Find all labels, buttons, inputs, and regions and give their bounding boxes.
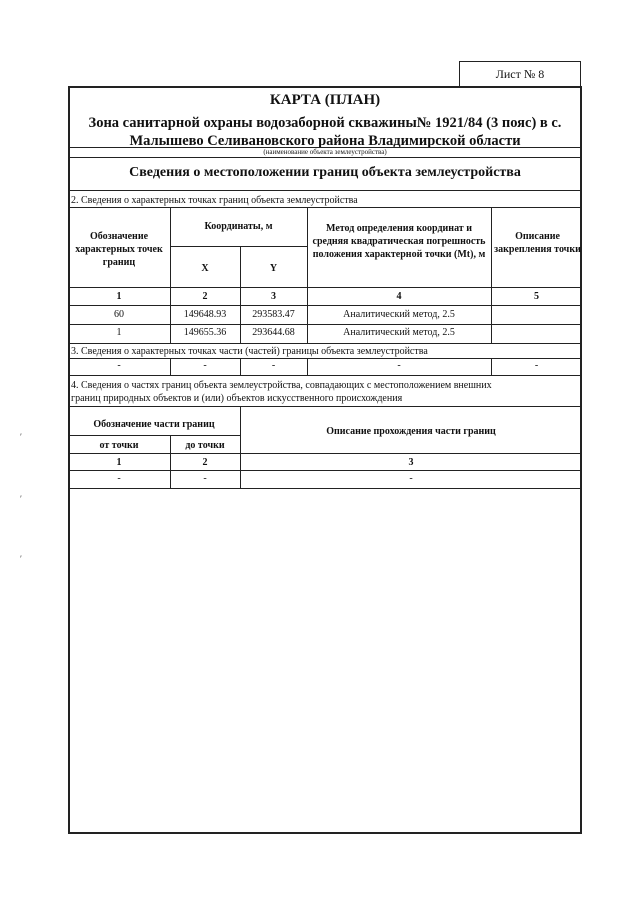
- divider: [68, 358, 582, 359]
- row1-y: 293583.47: [252, 309, 295, 320]
- row2-method: Аналитический метод, 2.5: [343, 327, 455, 338]
- row-divider: [68, 324, 582, 325]
- row2-point: 1: [116, 327, 122, 338]
- col-header-from: от точки: [99, 440, 139, 451]
- row-divider: [68, 305, 582, 306]
- subtitle-line-2: Малышево Селивановского района Владимирской области: [129, 133, 521, 149]
- section-3-cell: -: [117, 360, 121, 371]
- scan-mark: ′: [20, 494, 22, 504]
- subtitle-line-1: Зона санитарной охраны водозаборной скважины№ 1921/84 (3 пояс) в с.: [88, 115, 562, 131]
- table-top-border: [68, 406, 582, 407]
- table-header-bottom: [68, 287, 582, 288]
- document-title: КАРТА (ПЛАН): [269, 92, 381, 108]
- section-3-title: 3. Сведения о характерных точках части (частей) границы объекта землеустройства: [71, 346, 428, 357]
- section-3-cell: -: [397, 360, 401, 371]
- sheet-number-box: [459, 61, 581, 87]
- table-header-bottom: [68, 453, 582, 454]
- scan-mark: ′: [20, 554, 22, 564]
- col-number-2: 2: [202, 457, 208, 468]
- col-header-y: Y: [269, 263, 278, 274]
- col-number-1: 1: [116, 291, 122, 302]
- section-heading: Сведения о местоположении границ объекта землеустройства: [129, 165, 521, 180]
- section-4-title-line-2: границ природных объектов и (или) объектов искусственного происхождения: [71, 393, 403, 404]
- table-bottom-border: [68, 343, 582, 344]
- scan-mark: ′: [20, 432, 22, 442]
- section-3-cell: -: [271, 360, 276, 371]
- col-number-4: 4: [396, 291, 402, 302]
- col-header-designation: Обозначение характерных точек границ: [75, 231, 163, 268]
- subheader-line: [68, 435, 240, 436]
- table-col-divider: [307, 207, 308, 343]
- col-header-coords: Координаты, м: [204, 221, 273, 232]
- section-4-cell: -: [117, 473, 121, 484]
- coords-subheader-line: [170, 246, 307, 247]
- section-4-cell: -: [203, 473, 207, 484]
- col-number-3: 3: [408, 457, 414, 468]
- section-3-cell: -: [203, 360, 207, 371]
- row2-x: 149655.36: [183, 327, 227, 338]
- row1-x: 149648.93: [183, 309, 227, 320]
- section-2-title: 2. Сведения о характерных точках границ объекта землеустройства: [71, 195, 358, 206]
- table-col-divider: [491, 207, 492, 343]
- table-top-border: [68, 207, 582, 208]
- col-header-to: до точки: [185, 440, 225, 451]
- object-caption: (наименование объекта землеустройства): [263, 148, 387, 156]
- divider: [68, 157, 582, 158]
- table-bottom-border: [68, 488, 582, 489]
- divider: [68, 375, 582, 376]
- col-header-x: X: [201, 263, 209, 274]
- row2-y: 293644.68: [252, 327, 295, 338]
- section-4-cell: -: [409, 473, 413, 484]
- row1-method: Аналитический метод, 2.5: [343, 309, 455, 320]
- col-number-3: 3: [271, 291, 276, 302]
- col-number-2: 2: [202, 291, 208, 302]
- section-3-cell: -: [534, 360, 539, 371]
- row1-point: 60: [114, 309, 124, 320]
- col-header-part-designation: Обозначение части границ: [93, 419, 215, 430]
- col-header-part-description: Описание прохождения части границ: [326, 426, 496, 437]
- section-4-title-line-1: 4. Сведения о частях границ объекта землеустройства, совпадающих с местоположением внешних: [71, 380, 492, 391]
- divider: [68, 190, 582, 191]
- col-header-description: Описание закрепления точки: [494, 231, 581, 255]
- row-divider: [68, 470, 582, 471]
- col-header-method: Метод определения координат и средняя квадратическая погрешность положения характерной точки (Mt), м: [312, 223, 486, 260]
- sheet-number: Лист № 8: [495, 66, 545, 81]
- col-number-5: 5: [534, 291, 539, 302]
- col-number-1: 1: [116, 457, 122, 468]
